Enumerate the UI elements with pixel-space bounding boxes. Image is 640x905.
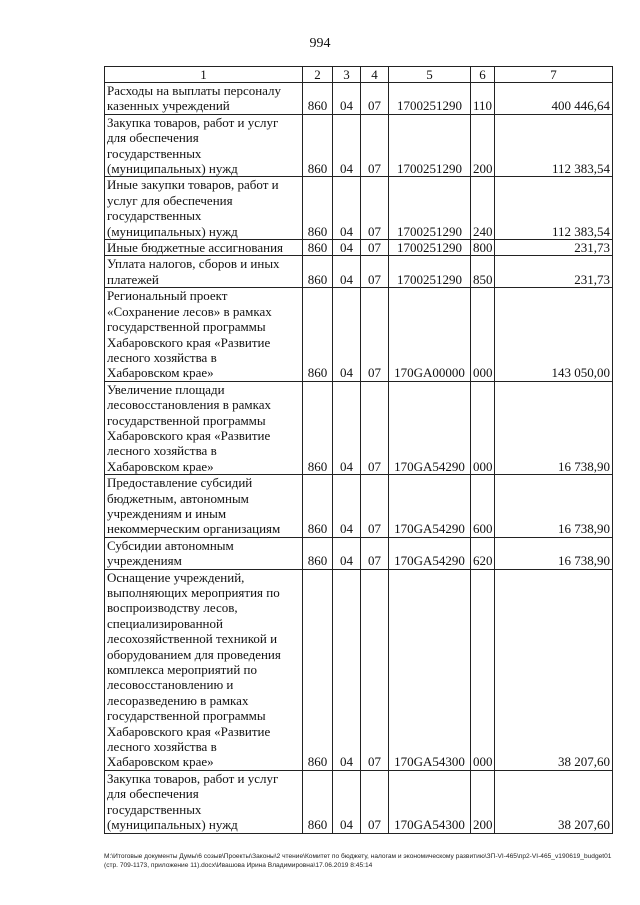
- target-article-cell: 170GA54290: [389, 537, 471, 569]
- section-code-cell: 04: [333, 83, 361, 115]
- row-name-cell: [105, 288, 303, 381]
- table-row: [105, 381, 613, 474]
- section-code-cell: 04: [333, 569, 361, 770]
- subsection-code-cell: 07: [361, 537, 389, 569]
- row-name-line: услуг для обеспечения: [107, 192, 233, 208]
- budget-table: [104, 66, 613, 834]
- table-row: [105, 475, 613, 538]
- row-name-line: лесохозяйственной техникой и: [107, 631, 278, 647]
- section-code-cell: 04: [333, 240, 361, 256]
- row-name-line: «Сохранение лесов» в рамках: [107, 303, 272, 319]
- amount-cell: 38 207,60: [495, 770, 613, 833]
- row-name-line: (муниципальных) нужд: [107, 817, 238, 833]
- row-name-cell: [105, 569, 303, 770]
- row-name-line: Иные закупки товаров, работ и: [107, 177, 279, 193]
- row-name-line: Хабаровского края «Развитие: [107, 723, 271, 739]
- row-name-line: лесного хозяйства в: [107, 443, 217, 459]
- target-article-cell: 170GA00000: [389, 288, 471, 381]
- amount-cell: 112 383,54: [495, 177, 613, 240]
- header-cell: 7: [495, 67, 613, 83]
- row-name-line: выполняющих мероприятия по: [107, 585, 280, 600]
- row-name-line: для обеспечения: [107, 786, 199, 802]
- expense-type-cell: 200: [471, 114, 495, 177]
- admin-code-cell: 860: [303, 256, 333, 288]
- table-header-row: [105, 67, 613, 83]
- row-name-cell: [105, 475, 303, 538]
- row-name-line: государственной программы: [107, 708, 266, 724]
- row-name-line: бюджетным, автономным: [107, 490, 249, 506]
- section-code-cell: 04: [333, 114, 361, 177]
- row-name-line: казенных учреждений: [107, 98, 230, 114]
- subsection-code-cell: 07: [361, 256, 389, 288]
- row-name-line: Хабаровском крае»: [107, 458, 214, 474]
- row-name-line: оборудованием для проведения: [107, 646, 281, 662]
- target-article-cell: 1700251290: [389, 256, 471, 288]
- row-name-cell: [105, 240, 303, 256]
- row-name-line: лесовосстановления в рамках: [107, 397, 271, 413]
- subsection-code-cell: 07: [361, 569, 389, 770]
- amount-cell: 143 050,00: [495, 288, 613, 381]
- table-row: [105, 240, 613, 256]
- amount-cell: 16 738,90: [495, 381, 613, 474]
- row-name-line: некоммерческим организациям: [107, 521, 281, 537]
- row-name-line: (муниципальных) нужд: [107, 161, 238, 177]
- admin-code-cell: 860: [303, 240, 333, 256]
- row-name-cell: [105, 381, 303, 474]
- row-name-line: платежей: [107, 271, 159, 287]
- table-row: [105, 537, 613, 569]
- row-name-line: Хабаровского края «Развитие: [107, 427, 271, 443]
- row-name-line: Увеличение площади: [107, 381, 225, 397]
- target-article-cell: 1700251290: [389, 83, 471, 115]
- row-name-line: комплекса мероприятий по: [107, 662, 257, 678]
- expense-type-cell: 620: [471, 537, 495, 569]
- header-cell: 1: [105, 67, 303, 83]
- subsection-code-cell: 07: [361, 381, 389, 474]
- expense-type-cell: 000: [471, 288, 495, 381]
- table-row: [105, 569, 613, 770]
- subsection-code-cell: 07: [361, 475, 389, 538]
- row-name-cell: [105, 770, 303, 833]
- row-name-line: учреждениям: [107, 553, 182, 569]
- target-article-cell: 170GA54290: [389, 475, 471, 538]
- row-name-line: Хабаровском крае»: [107, 365, 214, 381]
- expense-type-cell: 000: [471, 381, 495, 474]
- row-name-line: Иные бюджетные ассигнования: [107, 240, 284, 256]
- row-name-line: Уплата налогов, сборов и иных: [107, 256, 280, 272]
- table-row: [105, 177, 613, 240]
- admin-code-cell: 860: [303, 381, 333, 474]
- subsection-code-cell: 07: [361, 770, 389, 833]
- admin-code-cell: 860: [303, 537, 333, 569]
- target-article-cell: 1700251290: [389, 240, 471, 256]
- section-code-cell: 04: [333, 177, 361, 240]
- section-code-cell: 04: [333, 770, 361, 833]
- row-name-line: Хабаровского края «Развитие: [107, 334, 271, 350]
- row-name-line: лесного хозяйства в: [107, 349, 217, 365]
- row-name-line: государственных: [107, 208, 202, 224]
- section-code-cell: 04: [333, 537, 361, 569]
- table-row: [105, 83, 613, 115]
- row-name-line: учреждениям и иным: [107, 505, 227, 521]
- row-name-line: Оснащение учреждений,: [107, 569, 245, 585]
- file-path-footer: M:\Итоговые документы Думы\6 созыв\Проекты\Законы\2 чтение\Комитет по бюджету, налогам и экономическому развитию\ЗП-VI-465\пр2-VI-465_v190619_budget01 (стр. 709-1173, приложение 11).docx\Ивашова Ирина Владимировна\17.06.2019 8:45:14: [104, 853, 612, 869]
- row-name-line: лесного хозяйства в: [107, 739, 217, 755]
- expense-type-cell: 240: [471, 177, 495, 240]
- row-name-cell: [105, 83, 303, 115]
- row-name-line: Хабаровском крае»: [107, 754, 214, 770]
- section-code-cell: 04: [333, 475, 361, 538]
- header-cell: 2: [303, 67, 333, 83]
- row-name-line: Субсидии автономным: [107, 537, 234, 553]
- row-name-cell: [105, 177, 303, 240]
- expense-type-cell: 800: [471, 240, 495, 256]
- header-cell: 3: [333, 67, 361, 83]
- section-code-cell: 04: [333, 256, 361, 288]
- amount-cell: 38 207,60: [495, 569, 613, 770]
- target-article-cell: 170GA54300: [389, 569, 471, 770]
- row-name-cell: [105, 256, 303, 288]
- header-cell: 5: [389, 67, 471, 83]
- row-name-line: государственных: [107, 801, 202, 817]
- expense-type-cell: 600: [471, 475, 495, 538]
- row-name-line: лесоразведению в рамках: [107, 692, 249, 708]
- amount-cell: 231,73: [495, 240, 613, 256]
- subsection-code-cell: 07: [361, 288, 389, 381]
- row-name-line: государственных: [107, 145, 202, 161]
- table-row: [105, 770, 613, 833]
- subsection-code-cell: 07: [361, 177, 389, 240]
- row-name-line: лесовосстановлению и: [107, 677, 234, 693]
- expense-type-cell: 110: [471, 83, 495, 115]
- subsection-code-cell: 07: [361, 114, 389, 177]
- admin-code-cell: 860: [303, 177, 333, 240]
- row-name-line: государственной программы: [107, 412, 266, 428]
- table-row: [105, 256, 613, 288]
- amount-cell: 231,73: [495, 256, 613, 288]
- expense-type-cell: 000: [471, 569, 495, 770]
- table-row: [105, 114, 613, 177]
- target-article-cell: 1700251290: [389, 177, 471, 240]
- row-name-line: Региональный проект: [107, 288, 228, 304]
- target-article-cell: 170GA54290: [389, 381, 471, 474]
- admin-code-cell: 860: [303, 475, 333, 538]
- amount-cell: 16 738,90: [495, 475, 613, 538]
- admin-code-cell: 860: [303, 114, 333, 177]
- row-name-cell: [105, 537, 303, 569]
- subsection-code-cell: 07: [361, 240, 389, 256]
- admin-code-cell: 860: [303, 770, 333, 833]
- expense-type-cell: 200: [471, 770, 495, 833]
- admin-code-cell: 860: [303, 569, 333, 770]
- row-name-line: (муниципальных) нужд: [107, 223, 238, 239]
- table-row: [105, 288, 613, 381]
- row-name-line: Закупка товаров, работ и услуг: [107, 114, 279, 130]
- amount-cell: 16 738,90: [495, 537, 613, 569]
- row-name-line: Закупка товаров, работ и услуг: [107, 770, 279, 786]
- row-name-line: для обеспечения: [107, 130, 199, 146]
- header-cell: 6: [471, 67, 495, 83]
- table-body: [105, 83, 613, 834]
- row-name-line: специализированной: [107, 615, 223, 631]
- header-cell: 4: [361, 67, 389, 83]
- section-code-cell: 04: [333, 381, 361, 474]
- row-name-line: воспроизводству лесов,: [107, 600, 238, 616]
- target-article-cell: 170GA54300: [389, 770, 471, 833]
- amount-cell: 112 383,54: [495, 114, 613, 177]
- section-code-cell: 04: [333, 288, 361, 381]
- admin-code-cell: 860: [303, 83, 333, 115]
- row-name-line: государственной программы: [107, 319, 266, 335]
- expense-type-cell: 850: [471, 256, 495, 288]
- page-number: 994: [309, 36, 331, 51]
- admin-code-cell: 860: [303, 288, 333, 381]
- row-name-cell: [105, 114, 303, 177]
- row-name-line: Расходы на выплаты персоналу: [107, 83, 282, 98]
- target-article-cell: 1700251290: [389, 114, 471, 177]
- subsection-code-cell: 07: [361, 83, 389, 115]
- amount-cell: 400 446,64: [495, 83, 613, 115]
- row-name-line: Предоставление субсидий: [107, 475, 253, 491]
